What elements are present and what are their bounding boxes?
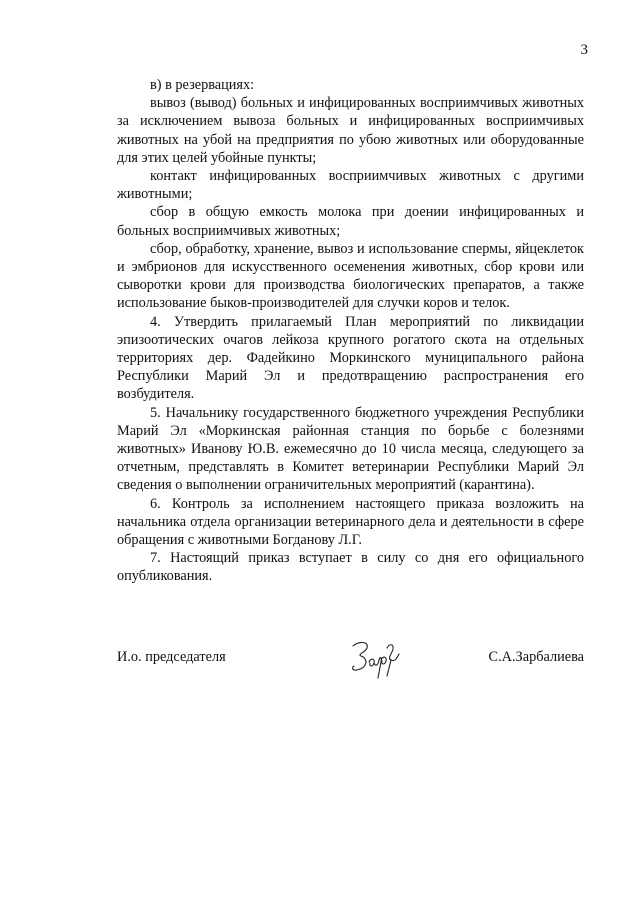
paragraph-ban-sperm-handling: сбор, обработку, хранение, вывоз и использование спермы, яйцеклеток и эмбрионов для искусственного осеменения животных, сбор крови или сыворотки крови для производства биологических препаратов, а также использование быков-производителей для случки коров и телок. [117,240,584,312]
paragraph-reservations-heading: в) в резервациях: [150,77,255,93]
page-number: 3 [580,42,588,58]
handwritten-signature [347,632,407,682]
paragraph-ban-contact: контакт инфицированных восприимчивых животных с другими животными; [117,168,584,203]
document-body [117,76,584,586]
paragraph-item-5: 5. Начальнику государственного бюджетного учреждения Республики Марий Эл «Моркинская районная станция по борьбе с болезнями животных» Иванову Ю.В. ежемесячно до 10 числа месяца, следующего за отчетным, представлять в Комитет ветеринарии Республики Марий Эл сведения о выполнении ограничительных мероприятий (карантина). [117,404,584,494]
paragraph-ban-milk-collection: сбор в общую емкость молока при доении инфицированных и больных восприимчивых животных; [117,204,584,239]
signatory-position: И.о. председателя [117,649,226,665]
paragraph-item-4: 4. Утвердить прилагаемый План мероприятий по ликвидации эпизоотических очагов лейкоза крупного рогатого скота на отдельных территориях дер. Фадейкино Моркинского муниципального района Республики Марий Эл и предотвращению распространения его возбудителя. [117,313,584,403]
signature-block [117,640,584,690]
paragraph-item-6: 6. Контроль за исполнением настоящего приказа возложить на начальника отдела организации ветеринарного дела и деятельности в сфере обращения с животными Богданову Л.Г. [117,495,584,549]
paragraph-item-7: 7. Настоящий приказ вступает в силу со дня его официального опубликования. [117,550,584,585]
signatory-name: С.А.Зарбалиева [488,649,584,665]
paragraph-ban-removal: вывоз (вывод) больных и инфицированных восприимчивых животных за исключением вывоза больных и инфицированных восприимчивых животных на убой на предприятия по убою животных или оборудованные для этих целей убойные пункты; [117,95,584,166]
